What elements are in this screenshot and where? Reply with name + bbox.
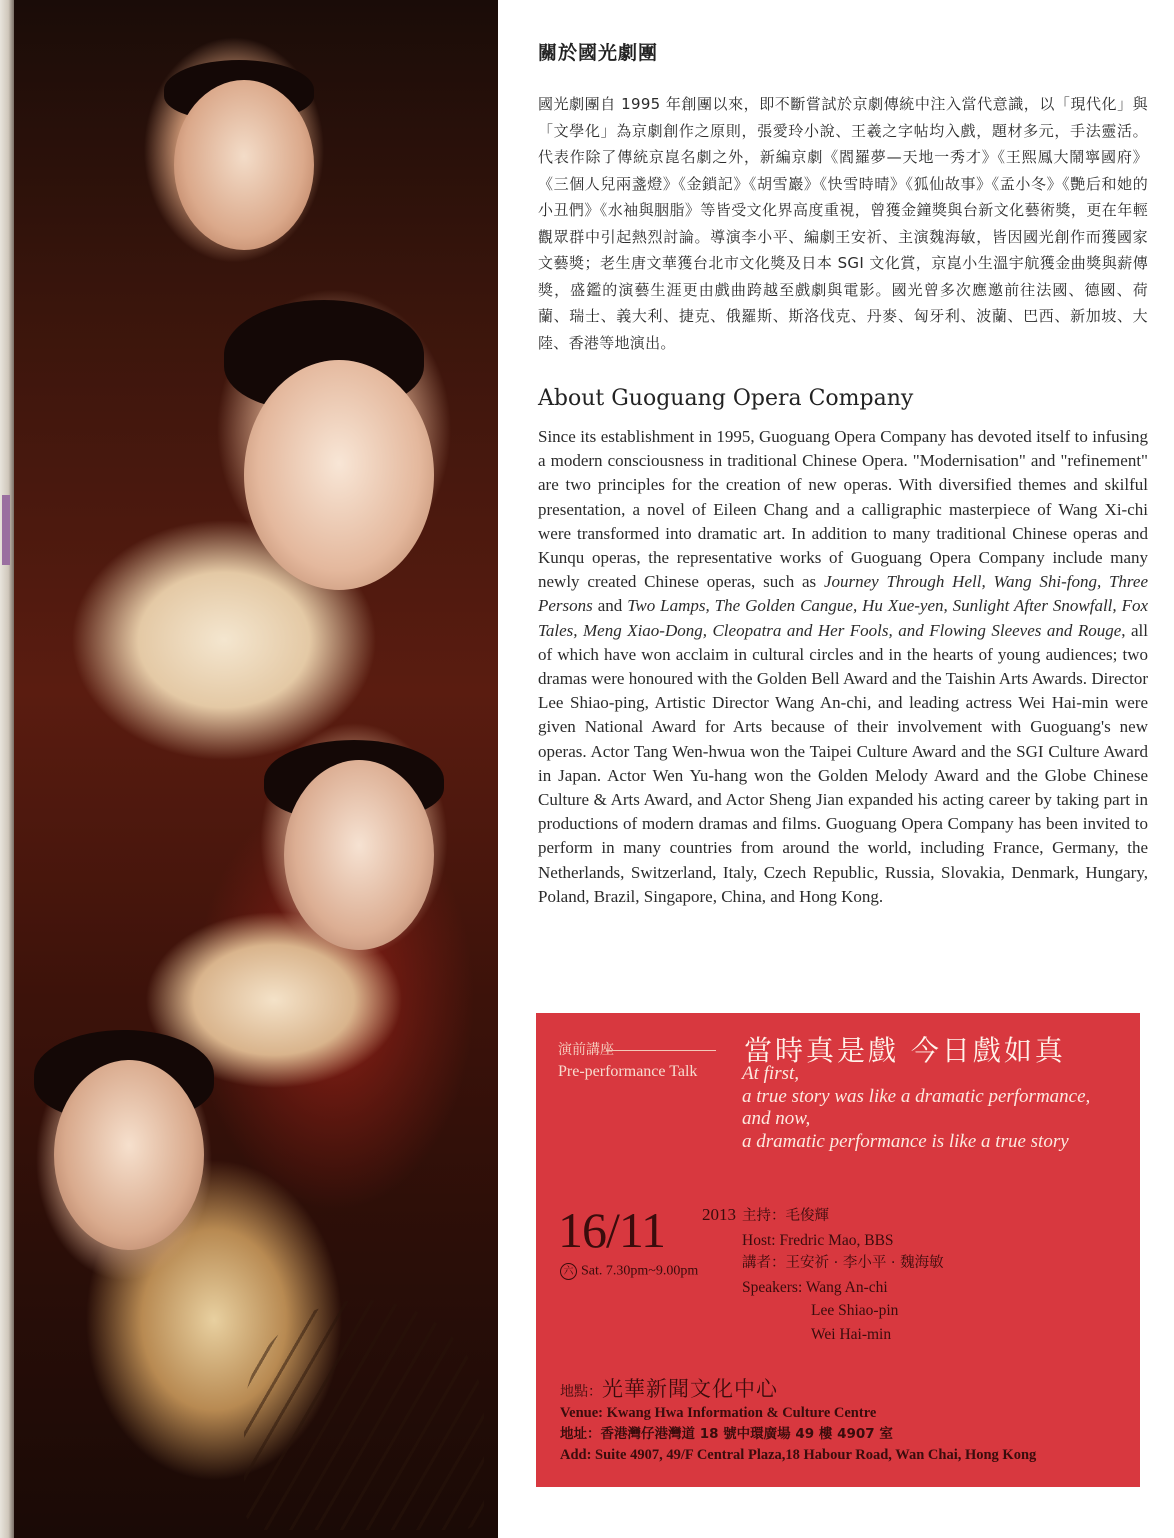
host-en: Host: Fredric Mao, BBS xyxy=(742,1231,894,1249)
talk-people xyxy=(742,1205,944,1346)
en-works-1: Journey Through Hell, Wang Shi-fong, Three Persons xyxy=(538,572,1149,616)
performer-1-face xyxy=(174,80,314,250)
address-zh: 地址：香港灣仔港灣道 18 號中環廣場 49 樓 4907 室 xyxy=(560,1426,893,1442)
performer-2-face xyxy=(244,360,434,590)
edge-mark xyxy=(2,495,10,565)
talk-tag-rule xyxy=(606,1050,716,1051)
host-zh: 主持：毛俊輝 xyxy=(742,1208,829,1224)
zh-body: 國光劇團自 1995 年創團以來，即不斷嘗試於京劇傳統中注入當代意識，以「現代化」與「文學化」為京劇創作之原則，張愛玲小說、王羲之字帖均入戲，題材多元，手法靈活。代表作除了傳統京崑名劇之外，新編京劇《閻羅夢—天地一秀才》《王熙鳳大鬧寧國府》《三個人兒兩盞燈》《金鎖記》《胡雪巖》《快雪時晴》《狐仙故事》《孟小冬》《艷后和她的小丑們》《水袖與胭脂》等皆受文化界高度重視，曾獲金鐘獎與台新文化藝術獎，更在年輕觀眾群中引起熱烈討論。導演李小平、編劇王安祈、主演魏海敏，皆因國光創作而獲國家文藝獎；老生唐文華獲台北市文化獎及日本 SGI 文化賞，京崑小生溫宇航獲金曲獎與薪傳獎，盛鑑的演藝生涯更由戲曲跨越至戲劇與電影。國光曾多次應邀前往法國、德國、荷蘭、瑞士、義大利、捷克、俄羅斯、斯洛伐克、丹麥、匈牙利、波蘭、巴西、新加坡、大陸、香港等地演出。 xyxy=(538,95,1148,352)
speaker-2: Lee Shiao-pin xyxy=(811,1302,899,1319)
talk-day-month: 16/11 xyxy=(558,1202,666,1258)
opera-performers-photo xyxy=(14,0,498,1538)
talk-year: 2013 xyxy=(702,1205,736,1224)
venue-label-zh: 地點： xyxy=(560,1384,602,1400)
speakers-zh: 講者：王安祈 · 李小平 · 魏海敏 xyxy=(742,1255,944,1271)
subtitle-line-4: a dramatic performance is like a true story xyxy=(742,1130,1069,1152)
venue-name-zh: 光華新聞文化中心 xyxy=(602,1377,778,1401)
en-body-part-1: Since its establishment in 1995, Guoguang Opera Company has devoted itself to infusing a modern consciousness in traditional Chinese Opera. "Modernisation" and "refinement" are two principles for the creation of new operas. With diversified themes and skilful presentation, a novel of Eileen Chang and a calligraphic masterpiece of Wang Xi-chi were transformed into dramatic art. In addition to many traditional Chinese operas and Kunqu operas, the representative works of Guoguang Opera Company include many newly created Chinese operas, such as xyxy=(538,427,1148,592)
weekday-badge: 六 xyxy=(560,1263,577,1280)
talk-venue xyxy=(560,1379,1036,1466)
talk-time-text: Sat. 7.30pm~9.00pm xyxy=(581,1263,699,1279)
talk-date xyxy=(558,1201,736,1259)
speakers-en: Speakers: Wang An-chi xyxy=(742,1278,888,1296)
subtitle-line-2: a true story was like a dramatic performance, xyxy=(742,1085,1091,1107)
zh-heading: 關於國光劇團 xyxy=(538,42,659,64)
text-column xyxy=(538,38,1148,909)
en-works-2: Two Lamps, The Golden Cangue, Hu Xue-yen, Sunlight After Snowfall, Fox Tales, Meng Xiao-Dong, Cleopatra and Her Fools, and Flowing Sleeves and Rouge xyxy=(538,596,1149,640)
venue-en: Venue: Kwang Hwa Information & Culture Centre xyxy=(560,1405,877,1421)
folding-fan xyxy=(244,1300,484,1530)
talk-time xyxy=(560,1263,698,1280)
pre-performance-talk-box xyxy=(536,1013,1140,1487)
talk-subtitle-en xyxy=(742,1063,1132,1153)
performer-4-face xyxy=(54,1060,204,1250)
en-body xyxy=(538,425,1148,909)
performer-3-face xyxy=(284,760,434,950)
venue-zh-row xyxy=(560,1379,1036,1403)
address-en: Add: Suite 4907, 49/F Central Plaza,18 Habour Road, Wan Chai, Hong Kong xyxy=(560,1447,1037,1463)
en-and: and xyxy=(592,596,628,616)
en-heading: About Guoguang Opera Company xyxy=(538,386,914,411)
subtitle-line-3: and now, xyxy=(742,1108,811,1129)
talk-title-zh: 當時真是戲 今日戲如真 xyxy=(744,1034,1066,1067)
subtitle-line-1: At first, xyxy=(742,1063,800,1084)
en-body-part-2: , all of which have won acclaim in cultural circles and in the hearts of young audiences; two dramas were honoured with the Golden Bell Award and the Taishin Arts Awards. Director Lee Shiao-ping, Artistic Director Wang An-chi, and leading actress Wei Hai-min were given National Award for Arts because of their involvement with Guoguang's new operas. Actor Tang Wen-hwua won the Taipei Culture Award and the SGI Culture Award in Japan. Actor Wen Yu-hang won the Golden Melody Award and the Globe Chinese Culture & Arts Award, and Actor Sheng Jian expanded his acting career by taking part in productions of modern dramas and films. Guoguang Opera Company has been invited to perform in many countries from around the world, including France, Germany, the Netherlands, Switzerland, Italy, Czech Republic, Russia, Slovakia, Denmark, Hungary, Poland, Brazil, Singapore, China, and Hong Kong. xyxy=(538,620,1148,906)
speaker-3: Wei Hai-min xyxy=(811,1325,892,1343)
page-edge-strip xyxy=(0,0,14,1538)
talk-tag-zh: 演前講座 xyxy=(558,1042,614,1058)
talk-tag-en: Pre-performance Talk xyxy=(558,1063,698,1080)
